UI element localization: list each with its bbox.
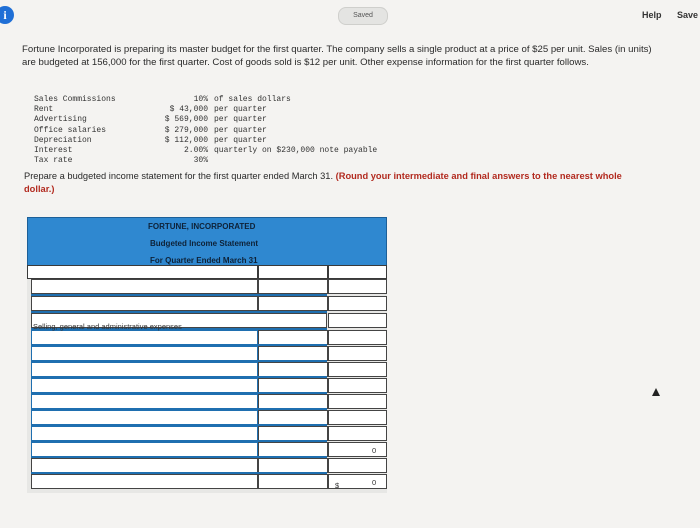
expense-label: Sales Commissions [34, 95, 116, 104]
row-separator [31, 376, 327, 378]
saved-status: Saved [338, 7, 388, 25]
save-button[interactable]: Save [677, 10, 699, 20]
expense-description: per quarter [214, 125, 267, 135]
total-sga-value: 0 [372, 446, 377, 455]
row-separator [31, 424, 327, 426]
row-separator [31, 392, 327, 394]
header-cell [258, 265, 328, 279]
row-separator [31, 311, 327, 313]
statement-period: For Quarter Ended March 31 [150, 256, 258, 265]
account-input[interactable] [31, 410, 258, 425]
expense-description: per quarter [214, 105, 267, 115]
total-input[interactable] [328, 346, 387, 361]
mouse-cursor-icon [652, 388, 660, 396]
amount-input[interactable] [258, 410, 328, 425]
expense-value: 10% [193, 95, 208, 104]
row-separator [31, 294, 327, 296]
account-input[interactable] [31, 474, 258, 489]
help-button[interactable]: Help [642, 10, 662, 20]
total-input[interactable] [328, 378, 387, 393]
total-input[interactable] [328, 330, 387, 345]
amount-input[interactable] [258, 378, 328, 393]
expense-value: 2.00% [183, 146, 208, 155]
total-input[interactable] [328, 362, 387, 377]
expense-value: $ 569,000 [164, 115, 208, 125]
expense-label: Advertising [34, 115, 87, 125]
amount-input[interactable] [258, 330, 328, 345]
statement-title: Budgeted Income Statement [150, 239, 259, 248]
prompt-note: (Round your intermediate and final answers to the nearest whole dollar.) [24, 171, 622, 194]
row-separator [31, 440, 327, 442]
total-input[interactable] [328, 279, 387, 294]
account-input[interactable] [31, 426, 258, 441]
amount-input[interactable] [258, 474, 328, 489]
total-input[interactable] [328, 426, 387, 441]
expense-value: 30% [193, 156, 208, 166]
row-separator [31, 344, 327, 346]
account-input[interactable] [31, 330, 258, 345]
row-separator [31, 408, 327, 410]
expense-label: Tax rate [34, 156, 73, 166]
expense-label: Rent [34, 105, 54, 115]
account-input[interactable] [31, 458, 258, 473]
expense-label: Interest [34, 146, 73, 155]
info-icon[interactable]: i [0, 6, 14, 24]
amount-input[interactable] [258, 362, 328, 377]
amount-input[interactable] [258, 296, 328, 311]
net-income-currency: $ [335, 481, 340, 490]
total-input[interactable] [328, 394, 387, 409]
expense-value: $ 279,000 [164, 125, 208, 135]
account-input[interactable] [31, 296, 258, 311]
account-input[interactable] [31, 394, 258, 409]
expense-description: per quarter [214, 135, 267, 145]
expense-label: Office salaries [34, 125, 107, 135]
total-input[interactable] [328, 410, 387, 425]
header-cell [328, 265, 387, 279]
amount-input[interactable] [258, 394, 328, 409]
row-separator [31, 456, 327, 458]
total-input[interactable] [328, 458, 387, 473]
account-input[interactable] [31, 346, 258, 361]
problem-prompt [24, 170, 644, 196]
prompt-text: Prepare a budgeted income statement for the first quarter ended March 31. [24, 171, 334, 181]
account-input[interactable] [31, 378, 258, 393]
account-input[interactable] [31, 279, 258, 294]
top-bar [0, 0, 700, 32]
account-input[interactable] [31, 362, 258, 377]
expense-label: Depreciation [34, 135, 92, 145]
expense-description: quarterly on $230,000 note payable [214, 146, 378, 155]
net-income-value: 0 [372, 478, 377, 487]
expense-value: $ 43,000 [169, 105, 208, 115]
amount-input[interactable] [258, 279, 328, 294]
amount-input[interactable] [258, 458, 328, 473]
amount-input[interactable] [258, 426, 328, 441]
expense-value: $ 112,000 [164, 135, 208, 145]
total-input[interactable] [328, 313, 387, 328]
total-input[interactable] [328, 442, 387, 457]
total-input[interactable] [328, 296, 387, 311]
expense-description: per quarter [214, 115, 267, 125]
account-input[interactable] [31, 442, 258, 457]
statement-company: FORTUNE, INCORPORATED [148, 222, 256, 231]
problem-intro: Fortune Incorporated is preparing its master budget for the first quarter. The company sells a single product at a price of $25 per unit. Sales (in units) are budgeted at 156,000 for the first quarter. Cost of goods sold is $12 per unit. Other expense information for the first quarter follows. [22, 44, 652, 68]
row-separator [31, 472, 327, 474]
amount-input[interactable] [258, 346, 328, 361]
expense-description: of sales dollars [214, 95, 291, 104]
amount-input[interactable] [258, 442, 328, 457]
sga-label: Selling, general and administrative expenses [33, 322, 182, 331]
row-separator [31, 360, 327, 362]
header-cell [27, 265, 258, 279]
